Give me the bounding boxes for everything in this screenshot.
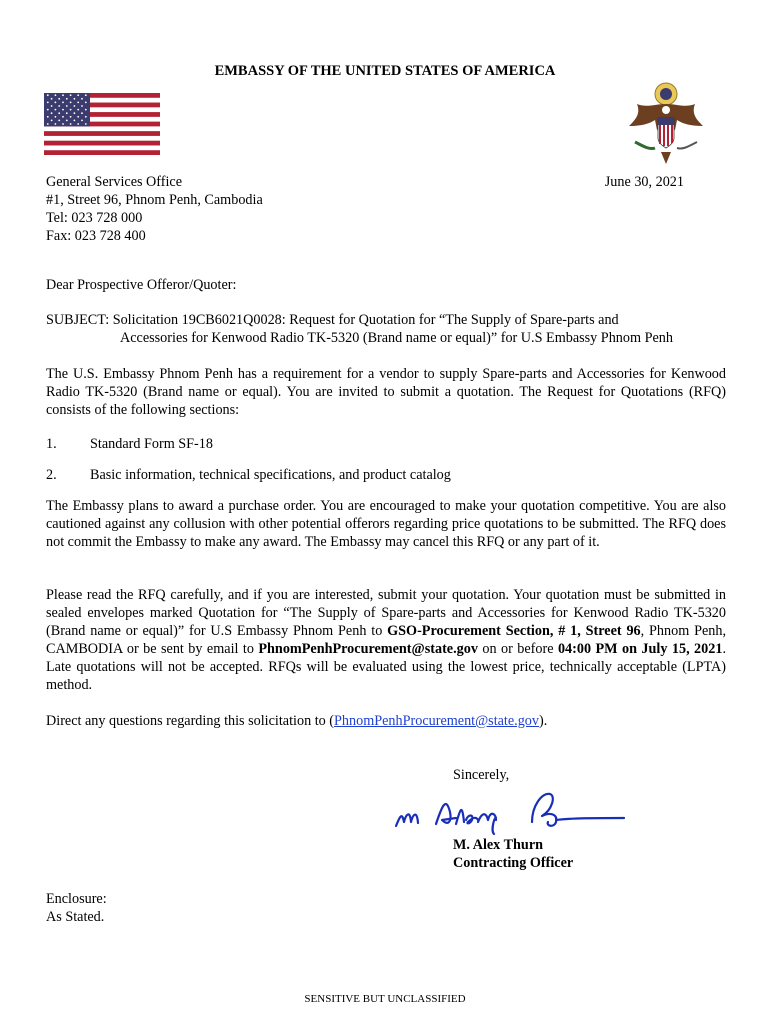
submission-address: GSO-Procurement Section, # 1, Street 96 xyxy=(387,623,641,639)
submission-text: Please read the RFQ carefully, and if you are interested, submit your quotation. Your quotation must be submitted in sealed envelopes marked Quotation for “The Supply of Spare-parts and Accessories for Kenwood Radio TK-5320 (Brand name or equal)” for U.S Embassy Phnom Penh to xyxy=(46,587,726,639)
classification-footer: SENSITIVE BUT UNCLASSIFIED xyxy=(304,993,466,1005)
salutation: Dear Prospective Offeror/Quoter: xyxy=(46,277,237,293)
list-item-number: 2. xyxy=(46,467,57,483)
paragraph-questions xyxy=(46,712,726,730)
enclosure-value: As Stated. xyxy=(46,909,105,925)
submission-text: on or before xyxy=(477,641,558,657)
questions-text: ). xyxy=(539,713,548,729)
submission-deadline: 04:00 PM on July 15, 2021 xyxy=(557,641,723,657)
questions-text: Direct any questions regarding this solicitation to ( xyxy=(46,713,335,729)
paragraph-award: The Embassy plans to award a purchase order. You are encouraged to make your quotation competitive. You are also cautioned against any collusion with other potential offerors regarding price quotations to be submitted. The RFQ does not commit the Embassy to make any award. The Embassy may cancel this RFQ or any part of it. xyxy=(46,498,726,550)
sender-address-block xyxy=(46,173,263,245)
enclosure-label: Enclosure: xyxy=(46,891,107,907)
list-item-text: Standard Form SF-18 xyxy=(90,436,213,452)
paragraph-submission xyxy=(46,586,726,694)
enclosure-block xyxy=(46,890,107,926)
handwritten-signature xyxy=(392,782,627,836)
submission-text: . Late quotations will not be accepted. RFQs will be evaluated using the lowest price, technically acceptable (LPTA) method. xyxy=(46,641,726,693)
list-item-text: Basic information, technical specifications, and product catalog xyxy=(90,467,451,483)
paragraph-requirement: The U.S. Embassy Phnom Penh has a requirement for a vendor to supply Spare-parts and Accessories for Kenwood Radio TK-5320 (Brand name or equal). You are invited to submit a quotation. The Request for Quotations (RFQ) consists of the following sections: xyxy=(46,366,726,418)
us-flag-icon xyxy=(44,93,160,155)
letter-date: June 30, 2021 xyxy=(604,174,684,190)
office-street: #1, Street 96, Phnom Penh, Cambodia xyxy=(46,192,263,208)
signer-block xyxy=(453,836,573,872)
signer-name: M. Alex Thurn xyxy=(453,837,544,853)
list-item-number: 1. xyxy=(46,436,57,452)
subject-line-2: Accessories for Kenwood Radio TK-5320 (Brand name or equal)” for U.S Embassy Phnom Penh xyxy=(120,330,673,346)
office-phone: Tel: 023 728 000 xyxy=(46,210,143,226)
submission-email: PhnomPenhProcurement@state.gov xyxy=(258,641,478,657)
submission-text: , Phnom Penh, CAMBODIA or be sent by email to xyxy=(46,623,726,657)
closing: Sincerely, xyxy=(453,767,510,783)
subject-line-1: SUBJECT: Solicitation 19CB6021Q0028: Request for Quotation for “The Supply of Spare-parts and xyxy=(46,312,619,328)
office-name: General Services Office xyxy=(46,174,183,190)
signer-title: Contracting Officer xyxy=(453,855,574,871)
subject-line xyxy=(46,311,726,347)
list-item xyxy=(46,466,451,484)
embassy-eagle-seal-icon xyxy=(625,80,707,168)
letterhead-title: EMBASSY OF THE UNITED STATES OF AMERICA xyxy=(214,63,556,79)
office-fax: Fax: 023 728 400 xyxy=(46,228,146,244)
procurement-email-link[interactable]: PhnomPenhProcurement@state.gov xyxy=(334,713,539,729)
list-item xyxy=(46,435,213,453)
